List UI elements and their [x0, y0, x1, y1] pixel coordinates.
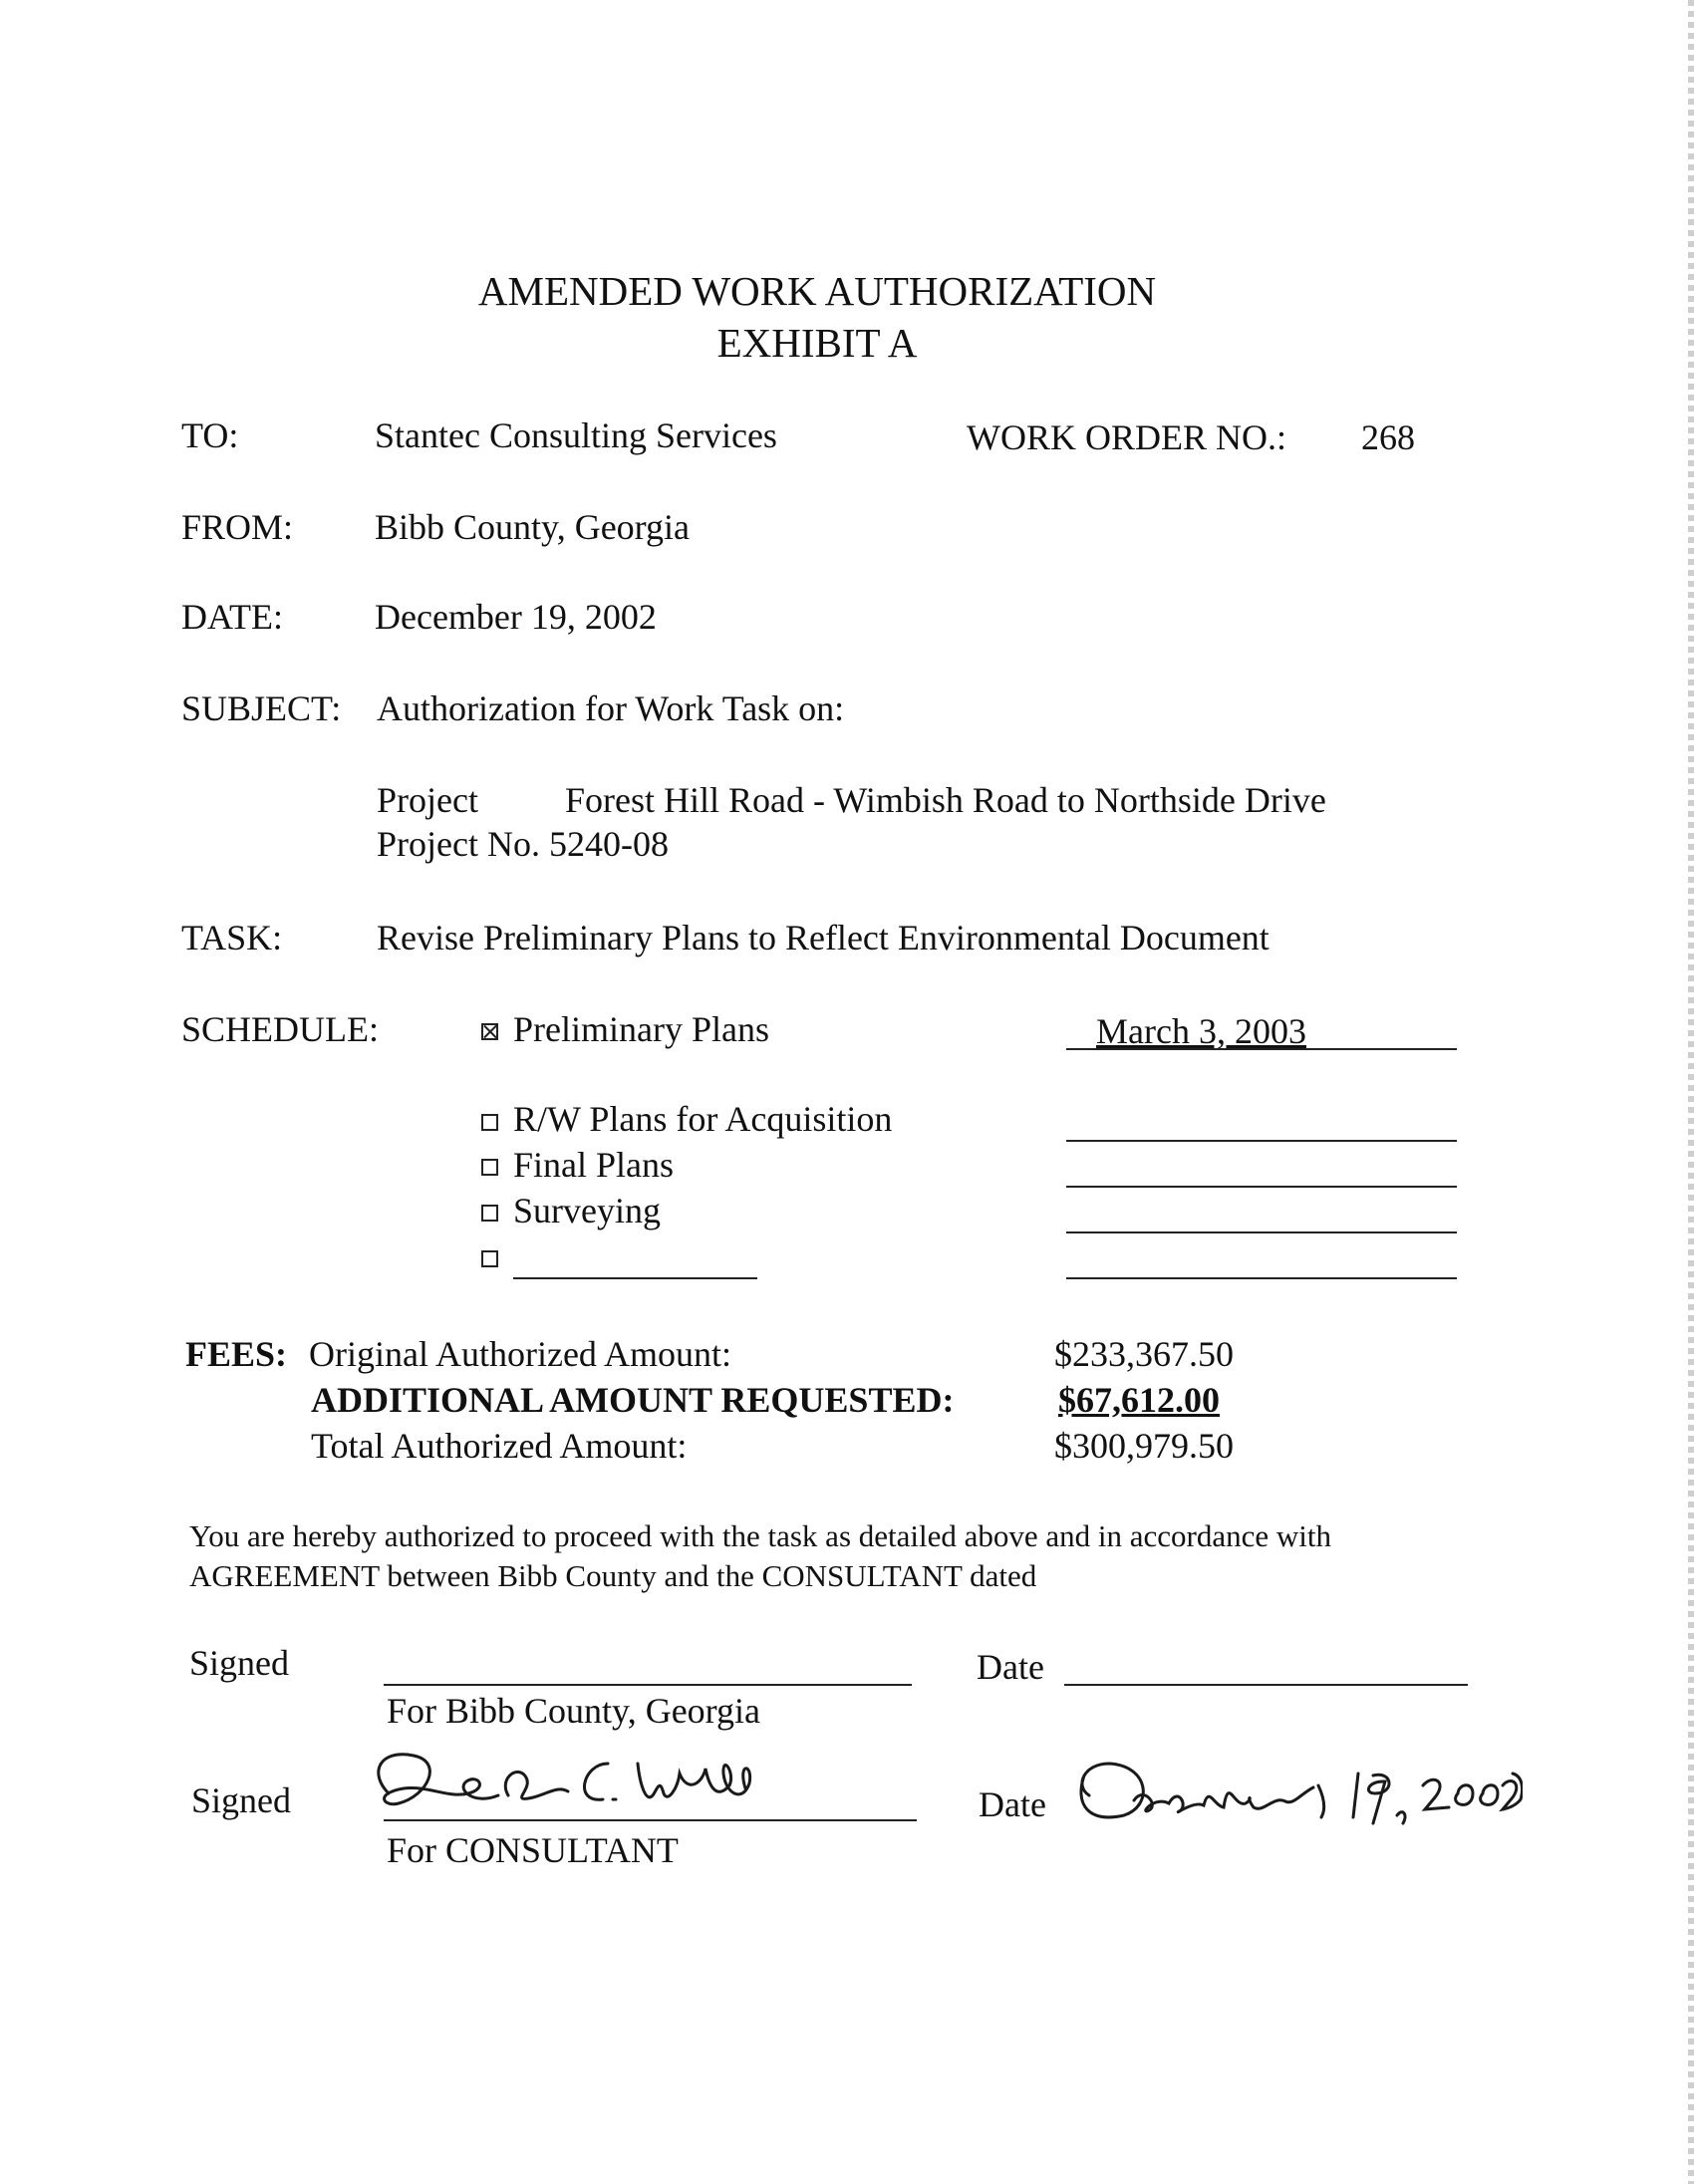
- task-value: Revise Preliminary Plans to Reflect Environmental Document: [377, 918, 1270, 957]
- from-label: FROM:: [181, 507, 294, 547]
- subject-value: Authorization for Work Task on:: [377, 688, 845, 728]
- task-label: TASK:: [181, 918, 283, 957]
- schedule-item-label: R/W Plans for Acquisition: [513, 1099, 893, 1139]
- from-value: Bibb County, Georgia: [375, 507, 690, 547]
- date-value: December 19, 2002: [375, 597, 657, 637]
- consultant-date-label: Date: [979, 1784, 1046, 1824]
- date-label: DATE:: [181, 597, 283, 637]
- consultant-signed-label: Signed: [191, 1780, 292, 1820]
- scan-edge: [1688, 0, 1694, 2184]
- schedule-date-line[interactable]: [1066, 1277, 1457, 1279]
- handwritten-date-icon: [1064, 1746, 1523, 1835]
- consultant-for-label: For CONSULTANT: [387, 1830, 679, 1870]
- consultant-signature-line[interactable]: [384, 1819, 917, 1821]
- fees-total-value: $300,979.50: [1054, 1426, 1234, 1466]
- work-order-value: 268: [1361, 417, 1415, 457]
- to-value: Stantec Consulting Services: [375, 415, 777, 455]
- schedule-item-label: Surveying: [513, 1191, 661, 1230]
- schedule-date-line[interactable]: [1066, 1186, 1457, 1188]
- fees-additional-label: ADDITIONAL AMOUNT REQUESTED:: [311, 1380, 955, 1420]
- checkbox-final-plans[interactable]: [481, 1159, 498, 1176]
- county-date-line[interactable]: [1064, 1684, 1468, 1686]
- schedule-date-line: [1066, 1048, 1457, 1050]
- checkbox-surveying[interactable]: [481, 1205, 498, 1222]
- project-number: Project No. 5240-08: [377, 824, 669, 864]
- to-label: TO:: [181, 415, 239, 455]
- fees-total-label: Total Authorized Amount:: [311, 1426, 688, 1466]
- fees-label: FEES:: [185, 1334, 288, 1374]
- document-subtitle: EXHIBIT A: [716, 320, 918, 366]
- schedule-label: SCHEDULE:: [181, 1009, 379, 1049]
- schedule-other-line[interactable]: [513, 1277, 757, 1279]
- signature-icon: [359, 1734, 777, 1833]
- authorization-line-1: You are hereby authorized to proceed with the task as detailed above and in accordance with: [189, 1518, 1332, 1553]
- fees-additional-value: $67,612.00: [1058, 1380, 1220, 1420]
- subject-label: SUBJECT:: [181, 688, 342, 728]
- county-signed-label: Signed: [189, 1643, 290, 1683]
- consultant-signature-image: [359, 1734, 777, 1833]
- checkbox-other[interactable]: [481, 1250, 498, 1267]
- schedule-date-line[interactable]: [1066, 1140, 1457, 1142]
- project-label: Project: [377, 780, 478, 820]
- schedule-item-label: Final Plans: [513, 1145, 675, 1185]
- schedule-item-label: Preliminary Plans: [513, 1009, 769, 1049]
- schedule-date-line[interactable]: [1066, 1231, 1457, 1233]
- county-signature-line[interactable]: [384, 1684, 912, 1686]
- county-date-label: Date: [977, 1647, 1044, 1687]
- work-order-label: WORK ORDER NO.:: [967, 417, 1286, 457]
- consultant-date-handwritten: [1064, 1746, 1523, 1835]
- document-title: AMENDED WORK AUTHORIZATION: [477, 268, 1157, 314]
- schedule-item-date: March 3, 2003: [1096, 1011, 1306, 1051]
- fees-original-label: Original Authorized Amount:: [309, 1334, 731, 1374]
- checkbox-preliminary-plans[interactable]: [481, 1023, 498, 1040]
- project-value: Forest Hill Road - Wimbish Road to Northside Drive: [565, 780, 1326, 820]
- fees-original-value: $233,367.50: [1054, 1334, 1234, 1374]
- checkbox-rw-plans[interactable]: [481, 1114, 498, 1131]
- authorization-line-2: AGREEMENT between Bibb County and the CONSULTANT dated: [189, 1558, 1037, 1593]
- county-for-label: For Bibb County, Georgia: [387, 1691, 760, 1731]
